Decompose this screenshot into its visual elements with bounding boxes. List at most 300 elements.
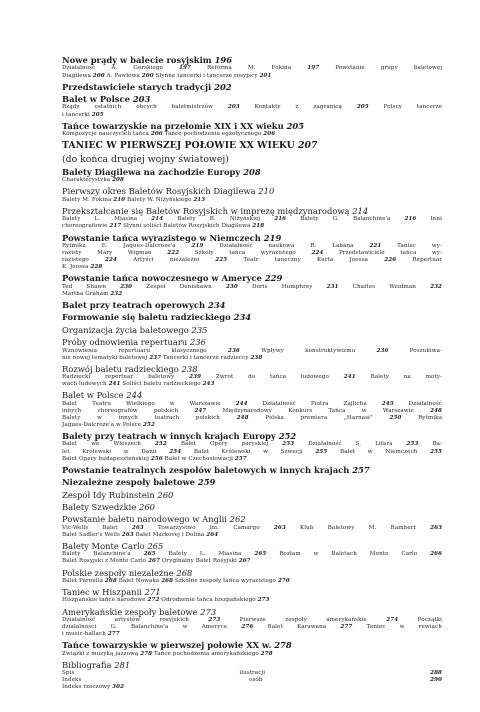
toc-entry: [62, 82, 442, 92]
subtopic-title: Balet we Włoszech: [62, 441, 141, 448]
subtopic-page-number: 265: [143, 551, 156, 558]
subtopic-page-number: 221: [369, 242, 382, 249]
section-title: Przedstawiciele starych tradycji: [62, 81, 212, 92]
subtopic-title: Balet Rosyjski z Monte Carlo: [62, 558, 147, 565]
page-number: 210: [258, 186, 275, 197]
subtopic-page-number: 255: [315, 448, 328, 455]
subtopic-title: Balet Opery budapeszteńskiej: [62, 455, 149, 462]
subtopic-title: Działalność A. Gorskiego: [62, 65, 163, 72]
subtopic-page-number: 277: [107, 631, 120, 638]
subtopic-title: Działalność naukowa R. Labana: [219, 242, 354, 249]
subtopic-page-number: 241: [108, 381, 121, 388]
toc-heading: [62, 390, 442, 400]
subtopic-title: Ba-: [432, 441, 443, 448]
toc-heading: [62, 660, 442, 670]
subtopic-title: Balety L. Miasina: [168, 551, 242, 558]
toc-heading: [62, 364, 442, 374]
subtopic-title: Balet Karawana: [267, 624, 327, 631]
page-number: 207: [298, 140, 318, 152]
subtopic-title: Tańce pochodzenia egzotycznego: [164, 131, 262, 137]
subtopic-title: Polska premiera „Harnasi”: [265, 414, 373, 421]
subtopic-page-number: 248: [430, 407, 443, 414]
subtopic-title: Działalność S. Lifara: [308, 441, 393, 448]
subtopic-page-number: 230: [120, 283, 133, 290]
subtopic-title: Hiszpańskie tańce narodowe: [62, 597, 146, 604]
page-number: 244: [126, 390, 143, 401]
subtopic-page-number: 266: [430, 551, 443, 558]
section-title: Przekształcanie się Baletów Rosyjskich w imprezę międzynarodową: [62, 205, 350, 216]
subtopic-line: [62, 348, 442, 355]
subtopic-title: Balet Teatru Wielkiego w Warszawie: [62, 400, 221, 407]
subtopic-page-number: 230: [225, 283, 238, 290]
page-number: 208: [243, 166, 261, 177]
subtopic-page-number: 273: [257, 597, 270, 604]
toc-heading: [62, 206, 442, 216]
section-title: Nowe prądy w balecie rosyjskim: [62, 55, 212, 65]
subtopic-title: A. Pawłowa: [106, 72, 140, 79]
page-number: 278: [274, 640, 292, 651]
subtopic-page-number: 200: [92, 72, 105, 79]
subtopic-line: [62, 441, 442, 448]
subtopic-title: Doris Humphrey: [252, 283, 313, 290]
subtopic-page-number: 273: [208, 616, 221, 623]
page-number: 259: [197, 477, 216, 488]
toc-heading: [62, 167, 442, 177]
subtopic-page-number: 203: [227, 104, 240, 111]
subtopic-page-number: 288: [430, 670, 443, 677]
subtopic-page-number: 278: [140, 650, 153, 657]
page-number: 235: [191, 324, 208, 335]
subtopic-page-number: 278: [260, 650, 273, 657]
subtopic-page-number: 224: [105, 257, 117, 264]
subtopic-title: K. Joossa: [62, 264, 89, 271]
subtopic-page-number: 232: [430, 283, 443, 290]
subtopic-page-number: 253: [406, 441, 419, 448]
subtopic-page-number: 237: [149, 354, 162, 361]
subtopic-line: [62, 223, 442, 230]
section-title: Balety Monte Carlo: [62, 540, 145, 551]
subtopic-line: [62, 677, 442, 684]
subtopic-line: [62, 617, 442, 624]
subtopic-page-number: 276: [241, 624, 254, 631]
subtopic-page-number: 245: [381, 400, 394, 407]
subtopic-line: [62, 381, 442, 388]
subtopic-page-number: 219: [191, 242, 204, 249]
toc-heading: [62, 140, 442, 151]
page-number: 202: [214, 81, 232, 92]
subtopic-title: Indeks rzeczowy: [62, 684, 111, 691]
subtopic-title: Balety Balanchine'a: [62, 551, 131, 558]
subtopic-line: [62, 65, 442, 72]
subtopic-title: Balety B. Niżyńskiej: [177, 216, 261, 223]
subtopic-page-number: 267: [238, 558, 251, 565]
subtopic-title: Balet w Czechosłowacji: [164, 455, 233, 462]
page-number: 281: [114, 659, 131, 670]
subtopic-line: [62, 578, 442, 585]
subtopic-title: Artyści niezależni: [133, 257, 200, 264]
subtopic-page-number: 205: [91, 111, 104, 118]
subtopic-title: i tancerki: [62, 111, 90, 118]
subtopic-title: Charles Weidman: [352, 283, 416, 290]
subtopic-title: Tancerki i tancerze radzieccy: [162, 354, 249, 361]
subtopic-title: Soliści baletu radzieckiego: [122, 381, 201, 388]
subtopic-page-number: 241: [343, 374, 356, 381]
toc-entry: [62, 390, 442, 429]
subtopic-title: choreografowie: [62, 223, 108, 230]
subtopic-title: Działalność Piotra Zajlicha: [262, 400, 367, 407]
subtopic-line: [62, 177, 442, 184]
subtopic-page-number: 274: [386, 616, 399, 623]
subtopic-title: Charakterystyka: [62, 177, 111, 184]
subtopic-line: [62, 355, 442, 362]
subtopic-title: Vic-Wells Balet: [62, 524, 118, 531]
subtopic-page-number: 290: [430, 677, 442, 684]
page-number: 203: [132, 94, 151, 104]
toc-entry: [62, 607, 442, 639]
subtopic-title: Indeks osób: [62, 677, 263, 684]
section-title: Balety przy teatrach w innych krajach Europy: [62, 431, 276, 442]
subtopic-title: Balety G. Balanchine'a: [300, 216, 391, 223]
subtopic-page-number: 224: [311, 250, 324, 256]
section-title: Zespół Idy Rubinstein: [62, 489, 155, 500]
subtopic-line: [62, 131, 442, 138]
subtopic-title: Jaques-Dalcroze'a w Polsce: [62, 421, 142, 428]
subtopic-title: Radziecki repertuar baletowy: [62, 374, 175, 381]
subtopic-title: Towarzystwo im. Camargo: [157, 524, 260, 531]
subtopic-title: Taniec w rewiach: [366, 624, 442, 631]
toc-heading: [62, 514, 442, 524]
subtopic-line: [62, 624, 442, 631]
toc-entry: [62, 490, 442, 500]
subtopic-title: Związki z muzyką jazzową: [62, 650, 139, 657]
subtopic-line: [62, 449, 442, 456]
subtopic-page-number: 252: [143, 421, 155, 428]
subtopic-page-number: 210: [113, 196, 126, 203]
subtopic-title: Kompozycje nauczycieli tańca: [62, 131, 149, 137]
subtopic-line: [62, 684, 442, 691]
section-title: Próby odnowienia repertuaru: [62, 337, 188, 348]
page-number: 229: [264, 273, 283, 284]
subtopic-title: razisty Mary Wigman: [62, 250, 152, 256]
subtopic-title: Rytmika: [418, 414, 442, 421]
subtopic-line: [62, 551, 442, 558]
subtopic-title: Działalność artystów rosyjskich: [62, 616, 189, 623]
subtopic-page-number: 256: [150, 455, 163, 462]
subtopic-page-number: 197: [307, 65, 320, 72]
subtopic-line: [62, 284, 442, 291]
subtopic-title: Szkoły tańca wyrazistego: [194, 250, 296, 256]
subtopic-line: [62, 264, 442, 271]
subtopic-page-number: 238: [250, 354, 263, 361]
page-number: 238: [181, 363, 198, 374]
subtopic-title: Wpływy konstruktywizmu: [261, 347, 356, 354]
page-number: 260: [157, 489, 174, 500]
subtopic-line: [62, 558, 442, 565]
subtopic-line: [62, 112, 442, 119]
toc-entry: [62, 587, 442, 605]
subtopic-page-number: 216: [274, 216, 287, 223]
page-number: 236: [189, 337, 206, 348]
subtopic-page-number: 253: [282, 441, 295, 448]
subtopic-page-number: 213: [193, 196, 206, 203]
toc-entry: [62, 568, 442, 586]
subtopic-page-number: 267: [148, 558, 160, 565]
subtopic-line: [62, 401, 442, 408]
toc-entry: [62, 300, 442, 310]
toc-entry: [62, 140, 442, 151]
toc-entry: [62, 337, 442, 362]
section-title: Tańce towarzyskie w pierwszej połowie XX w.: [62, 640, 272, 651]
subtopic-page-number: 200: [141, 72, 154, 79]
subtopic-title: Spis ilustracji: [62, 670, 266, 677]
subtopic-line: [62, 73, 442, 80]
subtopic-page-number: 205: [356, 104, 369, 111]
toc-entry: [62, 233, 442, 272]
subtopic-page-number: 231: [326, 283, 339, 290]
subtopic-title: razistego: [62, 257, 89, 264]
subtopic-title: i music-hallach: [62, 631, 106, 638]
subtopic-title: nie nowej tematyki baletowej: [62, 354, 148, 361]
subtopic-page-number: 268: [161, 577, 174, 584]
subtopic-page-number: 265: [254, 551, 267, 558]
section-title: Amerykańskie zespoły baletowe: [62, 606, 198, 617]
subtopic-title: let Królewski w Danii: [62, 448, 157, 455]
toc-entry: [62, 273, 442, 298]
section-title: Balety Szwedzkie: [62, 501, 137, 512]
toc-heading: [62, 82, 442, 92]
subtopic-line: [62, 651, 442, 658]
subtopic-title: Balety M. Fokina: [62, 196, 112, 203]
subtopic-line: [62, 197, 442, 204]
toc-heading: [62, 154, 442, 165]
subtopic-title: Wznowienia repertuaru klasycznego: [62, 347, 207, 354]
section-title: Powstanie tańca wyrazistego w Niemczech: [62, 232, 261, 243]
section-title: Balet przy teatrach operowych: [62, 299, 206, 310]
toc-entry: [62, 206, 442, 231]
subtopic-page-number: 257: [234, 455, 247, 462]
subtopic-title: Powstanie grupy baletowej: [335, 65, 443, 72]
subtopic-page-number: 226: [384, 257, 397, 264]
toc-entry: [62, 502, 442, 512]
subtopic-title: działalności G. Balanchine'a w Ameryce: [62, 624, 228, 631]
subtopic-title: Szkolne zespoły tańca wyrazistego: [174, 577, 276, 584]
subtopic-title: Rządy ostatnich obcych baletmistrzów: [62, 104, 213, 111]
toc-heading: [62, 94, 442, 104]
subtopic-title: Balety W. Niżyńskiego: [127, 196, 192, 203]
subtopic-title: Początki: [417, 616, 443, 623]
toc-entry: [62, 465, 442, 475]
section-title: Tańce towarzyskie na przełomie XIX i XX wieku: [62, 120, 284, 131]
toc-heading: [62, 541, 442, 551]
subtopic-page-number: 302: [112, 684, 125, 691]
subtopic-title: wach ludowych: [62, 381, 107, 388]
subtopic-line: [62, 104, 442, 111]
subtopic-title: Balet Markovej i Dolina: [135, 531, 205, 538]
subtopic-page-number: 197: [179, 65, 191, 72]
page-number: 252: [278, 431, 297, 442]
subtopic-line: [62, 532, 442, 539]
subtopic-line: [62, 408, 442, 415]
subtopic-title: Rytmika E. Jaques-Dalcroze'a: [62, 242, 176, 249]
subtopic-page-number: 225: [215, 257, 228, 264]
subtopic-page-number: 263: [430, 524, 443, 531]
toc-entry: [62, 154, 442, 165]
subtopic-line: [62, 415, 442, 422]
subtopic-page-number: 222: [167, 250, 180, 256]
subtopic-title: Teatr taneczny Kurta Joossa: [243, 257, 369, 264]
section-title: Organizacja życia baletowego: [62, 324, 189, 335]
section-title: Niezależne zespoły baletowe: [62, 477, 195, 488]
toc-heading: [62, 312, 442, 322]
subtopic-page-number: 214: [151, 216, 164, 223]
subtopic-line: [62, 422, 442, 429]
page-number: 257: [352, 464, 370, 475]
subtopic-title: Przedstawiciele tańca wy-: [338, 250, 443, 256]
page-number: 260: [138, 501, 155, 512]
subtopic-page-number: 264: [206, 531, 219, 538]
section-title: Powstanie baletu narodowego w Anglii: [62, 514, 227, 525]
subtopic-title: Balet Opery paryskiej: [180, 441, 269, 448]
subtopic-title: Odrodzenie tańca hiszpańskiego: [161, 597, 256, 604]
toc-heading: [62, 337, 442, 347]
toc-entry: [62, 94, 442, 119]
subtopic-title: Repertuar: [412, 257, 443, 264]
toc-entry: [62, 121, 442, 139]
subtopic-page-number: 243: [202, 381, 215, 388]
subtopic-title: Oryginalny Balet Rosyjski: [161, 558, 237, 565]
subtopic-page-number: 208: [112, 177, 124, 184]
subtopic-title: Słynne tancerki i tancerze rosyjscy: [155, 72, 258, 79]
subtopic-title: Rozłam w Baletach Monte Carlo: [279, 551, 418, 558]
page-number: 273: [200, 606, 217, 617]
subtopic-page-number: 206: [150, 131, 163, 137]
subtopic-title: Balet Królewski w Szwecji: [193, 448, 303, 455]
section-title: TANIEC W PIERWSZEJ POŁOWIE XX WIEKU: [62, 140, 295, 152]
subtopic-title: Zwrot do tańca ludowego: [215, 374, 329, 381]
subtopic-page-number: 216: [404, 216, 417, 223]
subtopic-title: Balet Parnella: [62, 577, 104, 584]
section-title: Powstanie teatralnych zespołów baletowych w innych krajach: [62, 464, 350, 475]
subtopic-page-number: 263: [131, 524, 144, 531]
subtopic-page-number: 250: [389, 414, 402, 421]
section-title: Powstanie tańca nowoczesnego w Ameryce: [62, 273, 262, 284]
subtopic-title: Inni: [430, 216, 442, 223]
subtopic-page-number: 236: [376, 347, 389, 354]
subtopic-title: Balety w innych teatrach polskich: [62, 414, 220, 421]
page-number: 271: [144, 587, 161, 598]
toc-heading: [62, 502, 442, 512]
subtopic-page-number: 232: [110, 290, 123, 297]
section-title: Formowanie się baletu radzieckiego: [62, 312, 231, 323]
toc-heading: [62, 55, 442, 65]
subtopic-line: [62, 291, 442, 298]
subtopic-title: Balet w Niemczech: [339, 448, 418, 455]
subtopic-line: [62, 243, 442, 250]
toc-heading: [62, 477, 442, 487]
subtopic-page-number: 218: [252, 223, 265, 230]
toc-heading: [62, 186, 442, 196]
toc-entry: [62, 514, 442, 539]
toc-entry: [62, 186, 442, 204]
toc-heading: [62, 607, 442, 617]
subtopic-title: Balet Sadler's Wells: [62, 531, 120, 538]
subtopic-page-number: 228: [90, 264, 103, 271]
subtopic-page-number: 206: [263, 131, 276, 137]
subtopic-title: Poszukiwa-: [409, 347, 442, 354]
subtopic-title: Diagilewa: [62, 72, 91, 79]
toc-entry: [62, 431, 442, 463]
subtopic-page-number: 263: [121, 531, 134, 538]
toc-entry: [62, 640, 442, 658]
page-number: 219: [263, 232, 282, 243]
toc-heading: [62, 465, 442, 475]
page-number: 234: [233, 312, 252, 323]
subtopic-page-number: 268: [104, 577, 117, 584]
toc-entry: [62, 312, 442, 322]
subtopic-page-number: 270: [277, 577, 290, 584]
toc-entry: [62, 541, 442, 566]
subtopic-line: [62, 525, 442, 532]
page-number: 268: [176, 567, 193, 578]
section-title: Rozwój baletu radzieckiego: [62, 363, 179, 374]
subtopic-title: Martha Graham: [62, 290, 109, 297]
toc-heading: [62, 121, 442, 131]
section-title: Bibliografia: [62, 659, 112, 670]
toc-entry: [62, 325, 442, 335]
toc-entry: [62, 660, 442, 692]
subtopic-title: Działalność: [408, 400, 443, 407]
toc-heading: [62, 640, 442, 650]
subtopic-title: Balety L. Miasina: [62, 216, 138, 223]
page-number: 262: [229, 514, 246, 525]
subtopic-page-number: 254: [169, 448, 182, 455]
subtopic-page-number: 236: [227, 347, 240, 354]
subtopic-line: [62, 456, 442, 463]
section-title: Pierwszy okres Baletów Rosyjskich Diagilewa: [62, 186, 256, 197]
subtopic-title: Ted Shawn: [62, 283, 107, 290]
toc-heading: [62, 300, 442, 310]
subtopic-title: Polscy tancerze: [383, 104, 443, 111]
subtopic-page-number: 272: [147, 597, 160, 604]
toc-heading: [62, 233, 442, 243]
page-number: 265: [147, 540, 164, 551]
toc-entry: [62, 364, 442, 389]
section-title: Taniec w Hiszpanii: [62, 587, 142, 598]
toc-heading: [62, 568, 442, 578]
section-title: Balety Diagilewa na zachodzie Europy: [62, 166, 241, 177]
toc-entry: [62, 167, 442, 185]
page-number: 234: [208, 299, 226, 310]
subtopic-line: [62, 631, 442, 638]
subtopic-title: Balet Nowaka: [118, 577, 160, 584]
page-number: 196: [214, 55, 233, 65]
page-number: 214: [352, 205, 369, 216]
toc-heading: [62, 325, 442, 335]
toc-entry: [62, 55, 442, 80]
subtopic-page-number: 201: [259, 72, 272, 79]
toc-heading: [62, 273, 442, 283]
subtopic-title: Pierwsze zespoły amerykańskie: [239, 616, 367, 623]
subtopic-title: Tańce pochodzenia amerykańskiego: [153, 650, 259, 657]
subtopic-page-number: 255: [430, 448, 443, 455]
subtopic-line: [62, 597, 442, 604]
toc-heading: [62, 587, 442, 597]
subtopic-title: Słynni soliści Baletów Rosyjskich Diagilewa: [123, 223, 251, 230]
section-title: (do końca drugiej wojny światowej): [62, 153, 229, 165]
toc-heading: [62, 490, 442, 500]
toc-entry: [62, 477, 442, 487]
page-number: 205: [286, 120, 305, 131]
